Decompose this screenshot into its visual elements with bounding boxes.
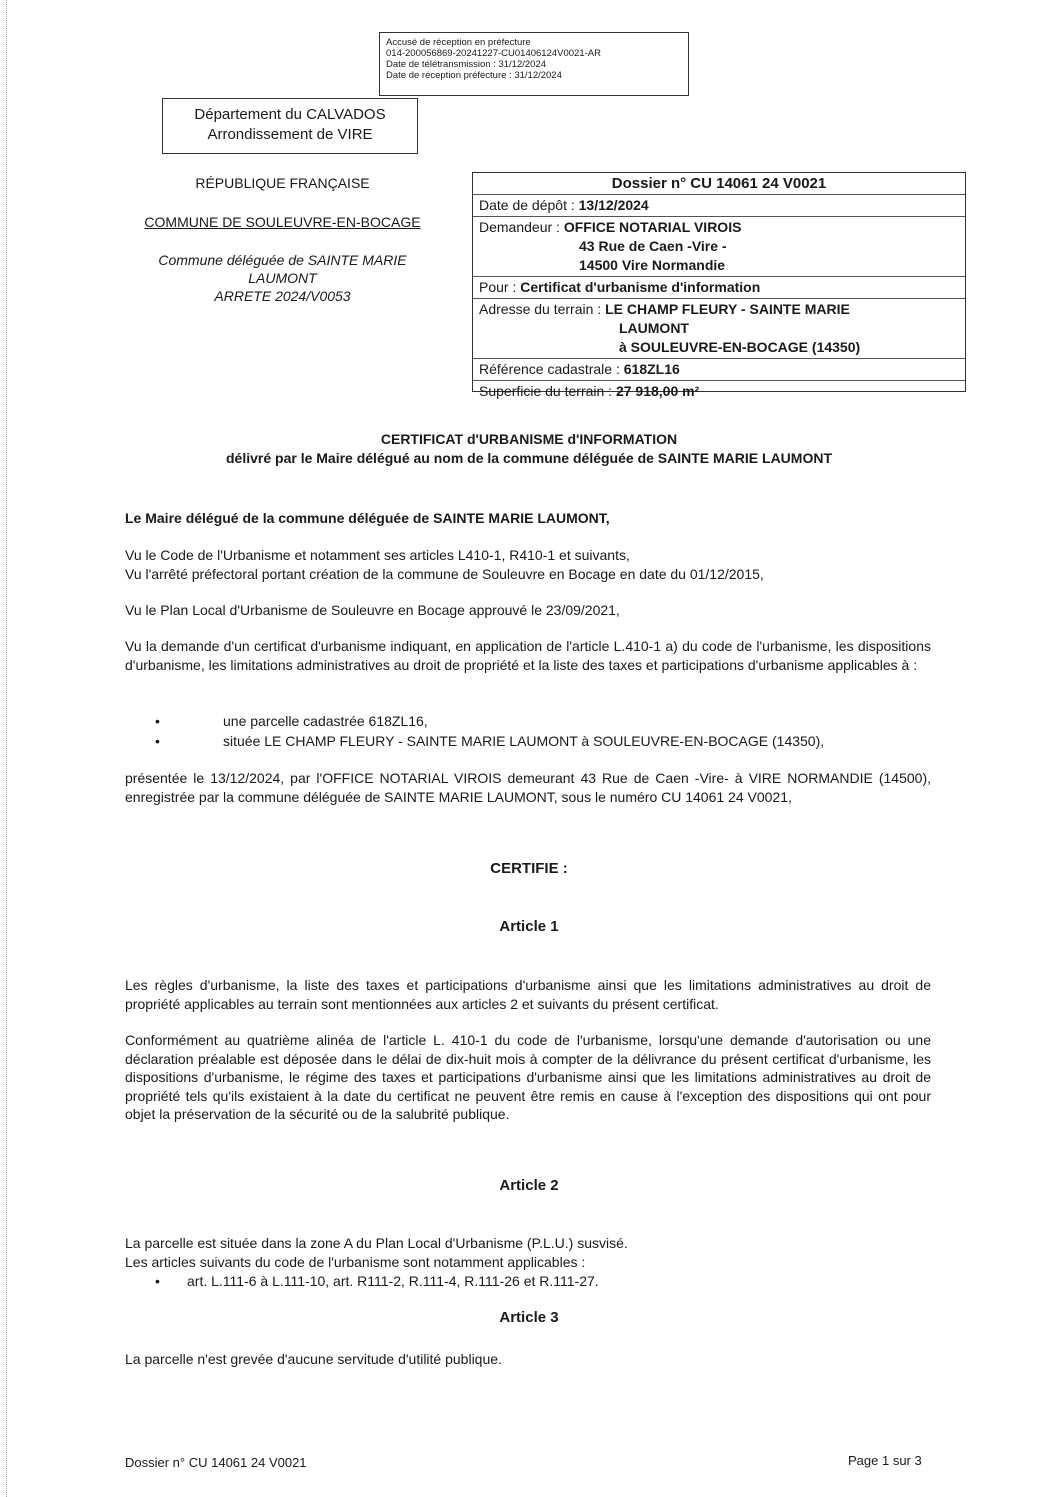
applicant-city: 14500 Vire Normandie bbox=[579, 257, 726, 273]
deposit-date-label: Date de dépôt : bbox=[479, 197, 575, 213]
footer-dossier: Dossier n° CU 14061 24 V0021 bbox=[125, 1455, 307, 1470]
applicant-name: OFFICE NOTARIAL VIROIS bbox=[563, 219, 742, 235]
article-1-heading: Article 1 bbox=[499, 918, 559, 935]
deposit-date-row bbox=[473, 195, 965, 217]
vu-demande: Vu la demande d'un certificat d'urbanisme indiquant, en application de l'article L.410-1 a) du code de l'urbanisme, les dispositions d'urbanisme, les limitations administratives au droit de propriété et la liste des taxes et participations d'urbanisme applicables à : bbox=[125, 638, 931, 673]
article-3-paragraph: La parcelle n'est grevée d'aucune servitude d'utilité publique. bbox=[125, 1351, 502, 1367]
vu-code-block bbox=[125, 546, 931, 583]
area-value: 27 918,00 m² bbox=[615, 383, 700, 399]
certifie-heading: CERTIFIE : bbox=[490, 860, 568, 877]
purpose-label: Pour : bbox=[479, 279, 517, 295]
stamp-line: Accusé de réception en préfecture bbox=[386, 37, 531, 48]
applicant-address: 43 Rue de Caen -Vire - bbox=[579, 238, 727, 254]
arrete-number: ARRETE 2024/V0053 bbox=[214, 288, 351, 304]
article-1-paragraph: Les règles d'urbanisme, la liste des taxes et participations d'urbanisme ainsi que les limitations administratives au droit de propriété applicables au terrain sont mentionnées aux articles 2 et suivants du présent certificat. bbox=[125, 977, 931, 1012]
article-2-block bbox=[125, 1234, 931, 1271]
location-item: située LE CHAMP FLEURY - SAINTE MARIE LAUMONT à SOULEUVRE-EN-BOCAGE (14350), bbox=[223, 733, 825, 749]
certificate-subtitle: délivré par le Maire délégué au nom de la commune déléguée de SAINTE MARIE LAUMONT bbox=[225, 450, 833, 466]
bullet-icon: • bbox=[155, 713, 160, 729]
applicant-row bbox=[473, 217, 965, 277]
delegated-line: LAUMONT bbox=[248, 270, 317, 286]
department-name: Département du CALVADOS bbox=[194, 106, 386, 123]
cadastre-value: 618ZL16 bbox=[623, 361, 680, 377]
terrain-address-line: à SOULEUVRE-EN-BOCAGE (14350) bbox=[619, 339, 861, 355]
deposit-date-value: 13/12/2024 bbox=[578, 197, 649, 213]
terrain-address-line: LE CHAMP FLEURY - SAINTE MARIE bbox=[605, 301, 850, 317]
area-row bbox=[473, 381, 965, 402]
bullet-icon: • bbox=[155, 733, 160, 749]
stamp-line: Date de télétransmission : 31/12/2024 bbox=[386, 59, 547, 70]
mayor-line: Le Maire délégué de la commune déléguée de SAINTE MARIE LAUMONT, bbox=[125, 510, 610, 526]
commune-heading: COMMUNE DE SOULEUVRE-EN-BOCAGE bbox=[144, 214, 421, 230]
bullet-icon: • bbox=[155, 1273, 160, 1289]
article-3-heading: Article 3 bbox=[499, 1309, 559, 1326]
page-number: Page 1 sur 3 bbox=[848, 1453, 922, 1468]
reception-stamp bbox=[379, 32, 689, 96]
terrain-address-row bbox=[473, 299, 965, 359]
dossier-box bbox=[472, 172, 966, 399]
purpose-row bbox=[473, 277, 965, 299]
dossier-number: Dossier n° CU 14061 24 V0021 bbox=[473, 173, 965, 195]
stamp-line: 014-200056869-20241227-CU01406124V0021-AR bbox=[386, 48, 601, 59]
department-box bbox=[162, 98, 418, 154]
article-2-zone: La parcelle est située dans la zone A du Plan Local d'Urbanisme (P.L.U.) susvisé. bbox=[125, 1235, 628, 1251]
presented-paragraph: présentée le 13/12/2024, par l'OFFICE NOTARIAL VIROIS demeurant 43 Rue de Caen -Vire- à VIRE NORMANDIE (14500), enregistrée par la commune déléguée de SAINTE MARIE LAUMONT, sous le numéro CU 14061 24 V0021, bbox=[125, 770, 931, 805]
article-1-paragraph: Conformément au quatrième alinéa de l'article L. 410-1 du code de l'urbanisme, lorsqu'une demande d'autorisation ou une déclaration préalable est déposée dans le délai de dix-huit mois à compter de la délivrance du présent certificat d'urbanisme, les dispositions d'urbanisme, le régime des taxes et participations d'urbanisme ainsi que les limitations administratives au droit de propriété tels qu'ils existaient à la date du certificat ne peuvent être remis en cause à l'exception des dispositions qui ont pour objet la préservation de la sécurité ou de la salubrité publique. bbox=[125, 1032, 931, 1122]
arrondissement-name: Arrondissement de VIRE bbox=[207, 126, 373, 143]
terrain-address-line: LAUMONT bbox=[619, 320, 689, 336]
delegated-line: Commune déléguée de SAINTE MARIE bbox=[158, 252, 407, 268]
vu-arrete: Vu l'arrêté préfectoral portant création de la commune de Souleuvre en Bocage en date du 01/12/2015, bbox=[125, 565, 764, 582]
area-label: Superficie du terrain : bbox=[479, 383, 613, 399]
certificate-title-line: CERTIFICAT d'URBANISME d'INFORMATION bbox=[380, 431, 678, 447]
purpose-value: Certificat d'urbanisme d'information bbox=[520, 279, 761, 295]
vu-plu: Vu le Plan Local d'Urbanisme de Souleuvre en Bocage approuvé le 23/09/2021, bbox=[125, 602, 620, 618]
vu-code: Vu le Code de l'Urbanisme et notamment ses articles L410-1, R410-1 et suivants, bbox=[125, 547, 630, 563]
article-2-heading: Article 2 bbox=[499, 1177, 559, 1194]
articles-list: art. L.111-6 à L.111-10, art. R111-2, R.111-4, R.111-26 et R.111-27. bbox=[187, 1273, 599, 1289]
parcel-item: une parcelle cadastrée 618ZL16, bbox=[223, 713, 428, 729]
delegated-commune bbox=[120, 251, 445, 305]
certificate-title bbox=[100, 430, 958, 468]
stamp-line: Date de réception préfecture : 31/12/2024 bbox=[386, 70, 562, 81]
cadastre-label: Référence cadastrale : bbox=[479, 361, 620, 377]
article-2-intro: Les articles suivants du code de l'urbanisme sont notamment applicables : bbox=[125, 1253, 586, 1270]
scan-edge bbox=[0, 0, 7, 1497]
cadastre-row bbox=[473, 359, 965, 381]
republic-heading: RÉPUBLIQUE FRANÇAISE bbox=[195, 175, 370, 191]
terrain-address-label: Adresse du terrain : bbox=[479, 301, 602, 317]
applicant-label: Demandeur : bbox=[479, 219, 560, 235]
